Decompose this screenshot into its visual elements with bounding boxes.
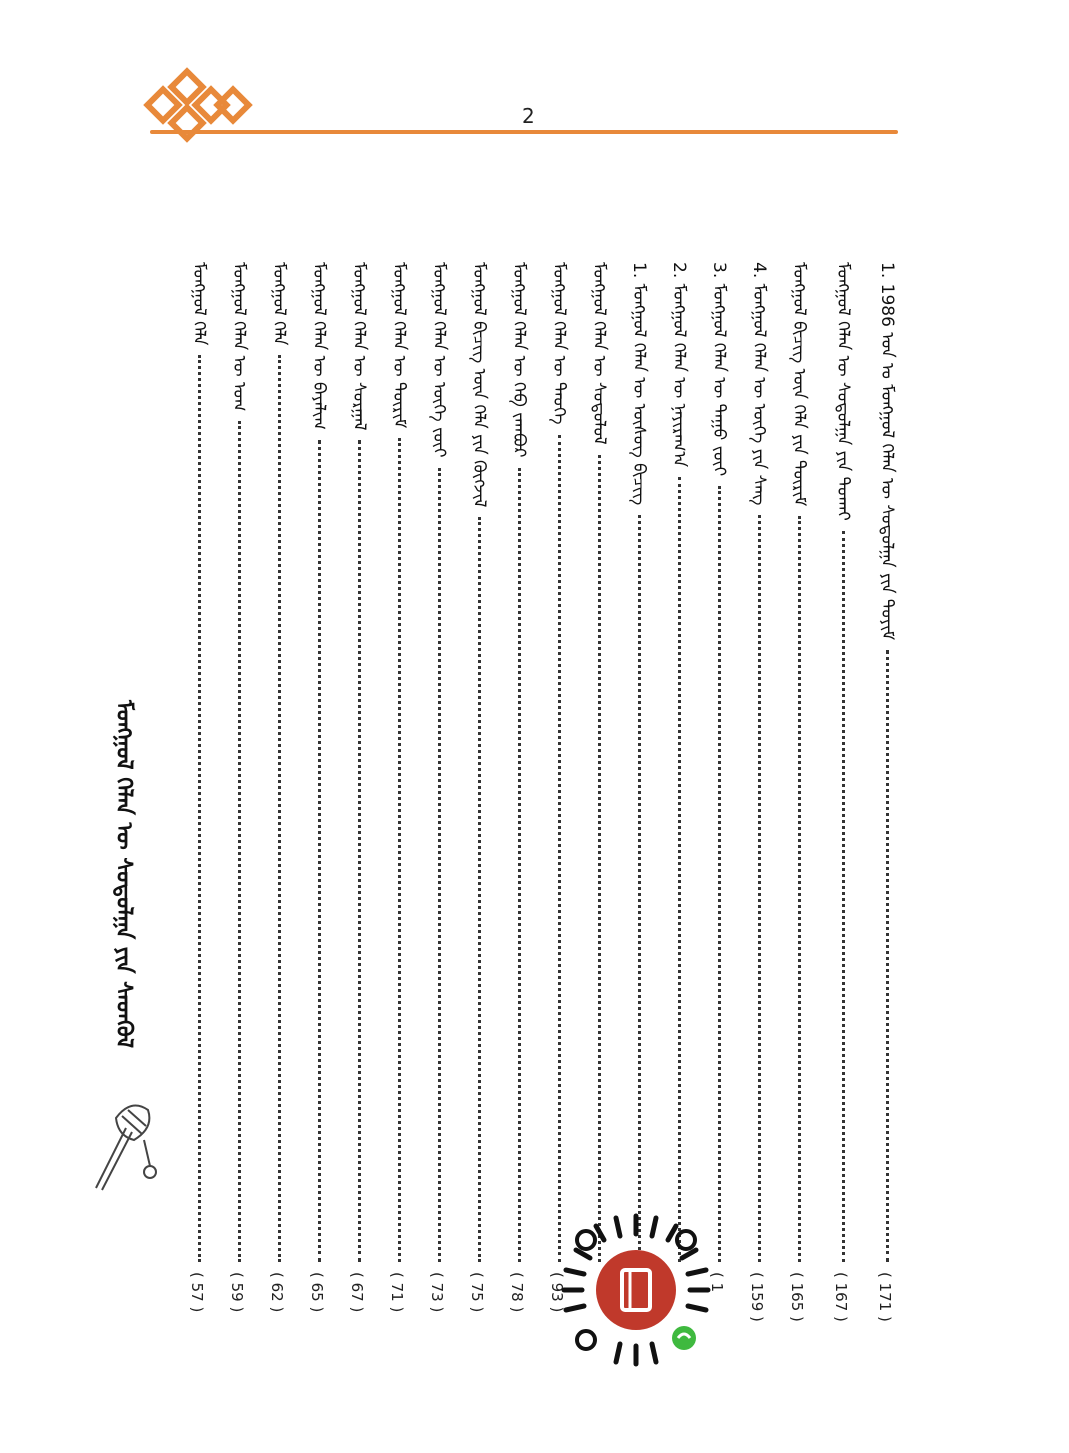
toc-entry	[744, 262, 778, 1322]
brush-ornament-icon	[86, 1088, 166, 1198]
header-rule	[150, 130, 898, 134]
toc-leader-dots	[518, 468, 524, 1262]
toc-entry	[464, 262, 498, 1322]
toc-entry-title: ᠮᠣᠩᠭᠣᠯ ᠬᠡᠯᠡᠨ ᠦ ᠲᠡᠦᠬᠡ	[549, 262, 569, 425]
toc-page-number: ( 78 )	[508, 1272, 526, 1313]
toc-entry-title: 1. 1986 ᠣᠨ ᠤ ᠮᠣᠩᠭᠣᠯ ᠬᠡᠯᠡᠨ ᠦ ᠰᠤᠳᠤᠯᠭᠠ ᠶᠢᠨ ᠲᠣᠶᠢᠮ	[877, 262, 897, 641]
toc-page-number: ( 73 )	[428, 1272, 446, 1313]
toc-entry	[872, 262, 906, 1322]
toc-leader-dots	[842, 531, 848, 1262]
toc-entry	[344, 262, 378, 1322]
toc-entry-title: ᠮᠣᠩᠭᠣᠯ ᠬᠡᠯᠡ	[189, 262, 209, 346]
toc-entry	[224, 262, 258, 1322]
toc-entry	[424, 262, 458, 1322]
toc-page-number: ( 59 )	[228, 1272, 246, 1313]
table-of-contents	[160, 262, 897, 1322]
toc-page-number: ( 159 )	[748, 1272, 766, 1322]
toc-page-number: ( 93 )	[548, 1272, 566, 1313]
toc-page-number: ( 171 )	[876, 1272, 894, 1322]
toc-entry-title: ᠮᠣᠩᠭᠣᠯ ᠬᠡᠯᠡᠨ ᠦ ᠳᠦᠷᠢᠮ	[389, 262, 409, 429]
toc-entry-title: ᠮᠣᠩᠭᠣᠯ ᠬᠡᠯᠡᠨ ᠦ ᠦᠭᠡ ᠵᠦᠢ	[429, 262, 449, 458]
toc-entry-title: ᠮᠣᠩᠭᠣᠯ ᠬᠡᠯᠡᠨ ᠦ ᠰᠤᠳᠤᠯᠭᠠ ᠶᠢᠨ ᠲᠤᠬᠠᠢ	[833, 262, 853, 521]
toc-entry-title: ᠮᠣᠩᠭᠣᠯ ᠬᠡᠯᠡᠨ ᠦ ᠰᠤᠷᠭᠠᠯ	[349, 262, 369, 431]
toc-entry-title: ᠮᠣᠩᠭᠣᠯ ᠪᠢᠴᠢᠭ ᠦᠨ ᠬᠡᠯᠡ ᠶᠢᠨ ᠬᠥᠭᠵᠢᠯ	[469, 262, 489, 508]
toc-page-number: ( 71 )	[388, 1272, 406, 1313]
toc-page-number: ( 65 )	[308, 1272, 326, 1313]
toc-entry	[828, 262, 862, 1322]
qr-code-icon	[556, 1210, 716, 1370]
toc-leader-dots	[478, 517, 484, 1262]
toc-entry	[584, 262, 618, 1322]
toc-page-number: ( 165 )	[788, 1272, 806, 1322]
toc-entry-title: 2. ᠮᠣᠩᠭᠣᠯ ᠬᠡᠯᠡᠨ ᠦ ᠨᠠᠶᠢᠷᠠᠭ᠎ᠠ	[669, 262, 689, 468]
toc-entry-title: ᠮᠣᠩᠭᠣᠯ ᠬᠡᠯᠡᠨ ᠦ ᠬᠡᠪ ᠵᠠᠭᠪᠤᠷ	[509, 262, 529, 458]
toc-page-number: ( 167 )	[832, 1272, 850, 1322]
toc-leader-dots	[886, 650, 892, 1262]
book-title: ᠮᠣᠩᠭᠣᠯ ᠬᠡᠯᠡᠨ ᠦ ᠰᠤᠳᠤᠯᠭᠠ ᠶᠢᠨ ᠰᠡᠳᠭᠦᠯ	[111, 700, 136, 1049]
toc-entry	[704, 262, 738, 1322]
toc-leader-dots	[718, 486, 724, 1262]
toc-entry	[304, 262, 338, 1322]
toc-leader-dots	[638, 515, 644, 1262]
toc-leader-dots	[598, 455, 604, 1262]
toc-page-number: ( 62 )	[268, 1272, 286, 1313]
toc-entry	[664, 262, 698, 1322]
endless-knot-ornament-icon	[142, 66, 254, 146]
toc-page-number: ( 75 )	[468, 1272, 486, 1313]
toc-entry-title: ᠮᠣᠩᠭᠣᠯ ᠪᠢᠴᠢᠭ ᠦᠨ ᠬᠡᠯᠡ ᠶᠢᠨ ᠳᠦᠷᠢᠮ	[789, 262, 809, 507]
toc-page-number: ( 1	[708, 1272, 726, 1293]
toc-entry	[184, 262, 218, 1322]
toc-entry	[544, 262, 578, 1322]
toc-entry	[504, 262, 538, 1322]
toc-leader-dots	[198, 355, 204, 1262]
toc-page-number: ( 57 )	[188, 1272, 206, 1313]
toc-leader-dots	[798, 516, 804, 1262]
toc-leader-dots	[238, 421, 244, 1262]
toc-entry	[784, 262, 818, 1322]
toc-leader-dots	[358, 440, 364, 1262]
toc-entry	[264, 262, 298, 1322]
toc-leader-dots	[398, 438, 404, 1262]
toc-leader-dots	[278, 355, 284, 1262]
toc-entry	[384, 262, 418, 1322]
toc-leader-dots	[758, 515, 764, 1262]
toc-entry-title: 1. ᠮᠣᠩᠭᠣᠯ ᠬᠡᠯᠡᠨ ᠦ ᠦᠰᠦᠭ ᠪᠢᠴᠢᠭ	[629, 262, 649, 506]
toc-entry-title: ᠮᠣᠩᠭᠣᠯ ᠬᠡᠯᠡᠨ ᠦ ᠤᠭ	[229, 262, 249, 412]
toc-entry-title: ᠮᠣᠩᠭᠣᠯ ᠬᠡᠯᠡᠨ ᠦ ᠰᠤᠳᠤᠯᠤᠯ	[589, 262, 609, 445]
toc-leader-dots	[558, 435, 564, 1262]
toc-entry	[624, 262, 658, 1322]
toc-page-number: ( 67 )	[348, 1272, 366, 1313]
toc-leader-dots	[438, 468, 444, 1262]
toc-entry-title: 4. ᠮᠣᠩᠭᠣᠯ ᠬᠡᠯᠡᠨ ᠦ ᠦᠭᠡ ᠶᠢᠨ ᠰᠠᠩ	[749, 262, 769, 506]
toc-entry-title: ᠮᠣᠩᠭᠣᠯ ᠬᠡᠯᠡ	[269, 262, 289, 346]
toc-entry-title: ᠮᠣᠩᠭᠣᠯ ᠬᠡᠯᠡᠨ ᠦ ᠪᠠᠶᠠᠯᠢᠭ	[309, 262, 329, 430]
page-number: 2	[522, 104, 535, 128]
toc-leader-dots	[678, 477, 684, 1262]
toc-leader-dots	[318, 440, 324, 1262]
toc-entry-title: 3. ᠮᠣᠩᠭᠣᠯ ᠬᠡᠯᠡᠨ ᠦ ᠳᠠᠭᠤ ᠵᠦᠢ	[709, 262, 729, 477]
